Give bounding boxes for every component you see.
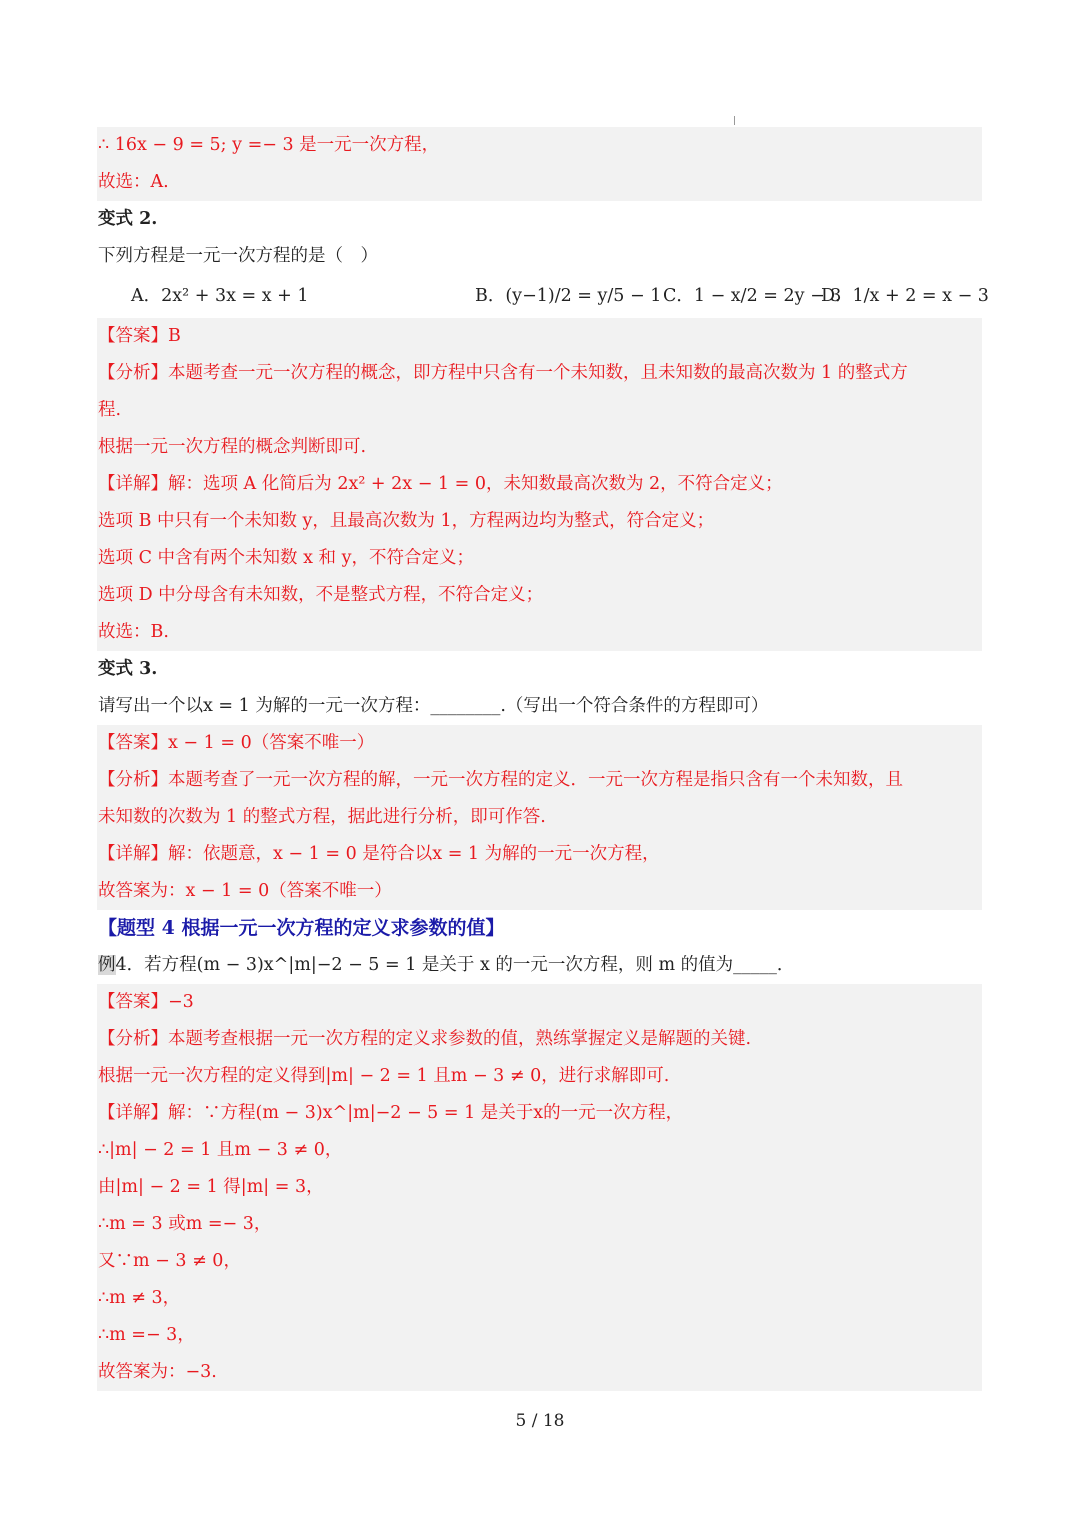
text-line: 根据一元一次方程的定义得到|m| − 2 = 1 且m − 3 ≠ 0，进行求解即可.: [97, 1058, 982, 1095]
text-line: 根据一元一次方程的概念判断即可.: [97, 429, 982, 466]
text-line: 未知数的次数为 1 的整式方程，据此进行分析，即可作答.: [97, 799, 982, 836]
text-line: 【分析】本题考查一元一次方程的概念，即方程中只含有一个未知数，且未知数的最高次数为 1 的整式方: [97, 355, 982, 392]
page-header-mark: [734, 116, 735, 125]
text-line: ∴ 16x − 9 = 5; y =− 3 是一元一次方程，: [97, 127, 982, 164]
text-line: 【题型 4 根据一元一次方程的定义求参数的值】: [98, 917, 505, 939]
text-line: 【详解】解：依题意，x − 1 = 0 是符合以x = 1 为解的一元一次方程，: [97, 836, 982, 873]
text-line: 【答案】B: [97, 318, 982, 355]
example-prefix: 例: [98, 955, 116, 975]
text-line: 【详解】解：选项 A 化简后为 2x² + 2x − 1 = 0，未知数最高次数为 2，不符合定义；: [97, 466, 982, 503]
text-line: 故答案为：x − 1 = 0（答案不唯一）: [97, 873, 982, 910]
text-line: ∴m =− 3，: [97, 1317, 982, 1354]
text-line: [97, 947, 982, 984]
option-b: B．(y−1)/2 = y/5 − 1: [475, 286, 662, 306]
text-line: 下列方程是一元一次方程的是（ ）: [98, 246, 378, 266]
option-a: A．2x² + 3x = x + 1: [131, 286, 309, 306]
option-d: D．1/x + 2 = x − 3: [821, 286, 989, 306]
text-line: 【详解】解：∵方程(m − 3)x^|m|−2 − 5 = 1 是关于x的一元一次方程，: [97, 1095, 982, 1132]
content-lines-before-options: [97, 127, 982, 275]
option-c: C．1 − x/2 = 2y − 3: [663, 286, 842, 306]
text-line: 故选：B.: [97, 614, 982, 651]
text-line: 选项 C 中含有两个未知数 x 和 y，不符合定义；: [97, 540, 982, 577]
options-row: [97, 275, 989, 318]
text-line: 选项 B 中只有一个未知数 y，且最高次数为 1，方程两边均为整式，符合定义；: [97, 503, 982, 540]
text-line: 变式 2.: [98, 209, 158, 229]
text-line: ∴|m| − 2 = 1 且m − 3 ≠ 0，: [97, 1132, 982, 1169]
text-line: ∴m ≠ 3，: [97, 1280, 982, 1317]
text-line: 【答案】x − 1 = 0（答案不唯一）: [97, 725, 982, 762]
content-lines-after-options: [97, 318, 982, 1391]
example-text: 4．若方程(m − 3)x^|m|−2 − 5 = 1 是关于 x 的一元一次方程，则 m 的值为_____．: [115, 955, 795, 975]
text-line: 【分析】本题考查根据一元一次方程的定义求参数的值，熟练掌握定义是解题的关键.: [97, 1021, 982, 1058]
text-line: 又∵m − 3 ≠ 0，: [97, 1243, 982, 1280]
text-line: 故答案为：−3.: [97, 1354, 982, 1391]
text-line: 请写出一个以x = 1 为解的一元一次方程：________.（写出一个符合条件的方程即可）: [98, 696, 769, 716]
text-line: 故选：A.: [97, 164, 982, 201]
text-line: 【答案】−3: [97, 984, 982, 1021]
document-page: [97, 127, 989, 1391]
text-line: 程.: [97, 392, 982, 429]
text-line: ∴m = 3 或m =− 3，: [97, 1206, 982, 1243]
text-line: 【分析】本题考查了一元一次方程的解，一元一次方程的定义．一元一次方程是指只含有一个未知数，且: [97, 762, 982, 799]
text-line: 变式 3.: [98, 659, 158, 679]
text-line: 由|m| − 2 = 1 得|m| = 3，: [97, 1169, 982, 1206]
text-line: 选项 D 中分母含有未知数，不是整式方程，不符合定义；: [97, 577, 982, 614]
page-number: 5 / 18: [515, 1411, 565, 1431]
